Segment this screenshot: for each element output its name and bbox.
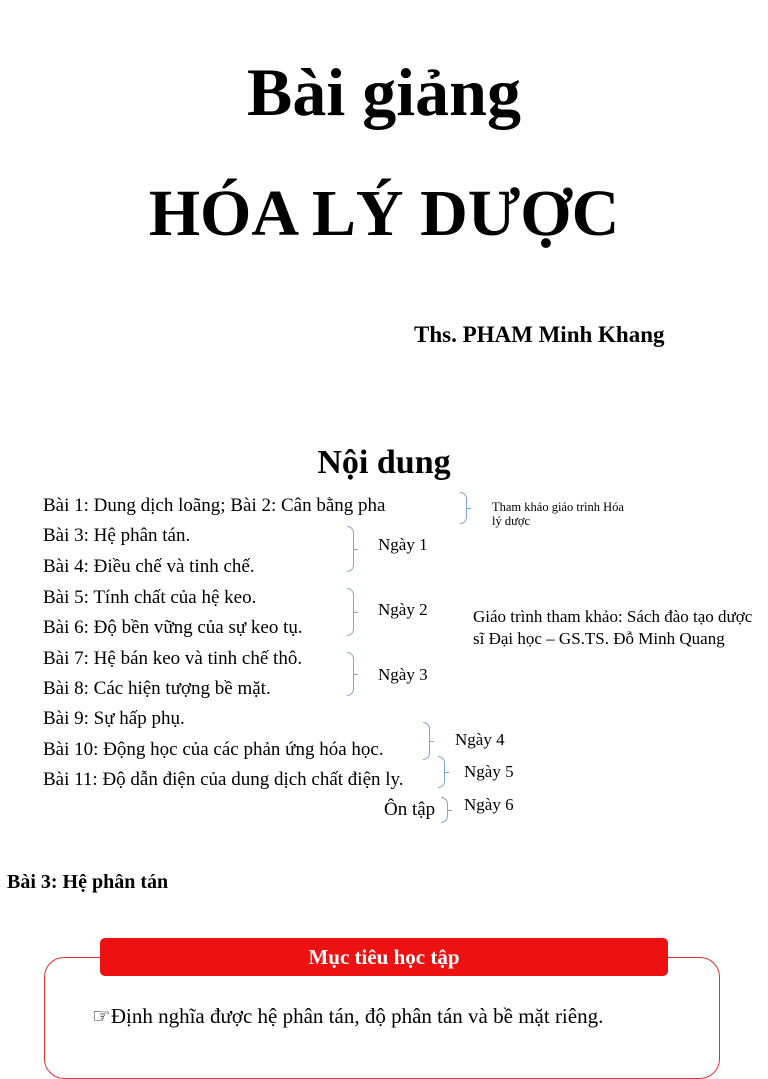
brace-ref [460,492,467,524]
toc-heading: Nội dung [317,444,451,481]
day-label-6: Ngày 6 [464,795,514,814]
day-label-2: Ngày 2 [378,600,428,619]
textbook-reference: Giáo trình tham khảo: Sách đào tạo dược sĩ Đại học – GS.TS. Đỗ Minh Quang [473,607,753,648]
toc-lesson-1-2: Bài 1: Dung dịch loãng; Bài 2: Cân bằng pha [43,495,386,516]
learning-goals-title: Mục tiêu học tập [100,938,668,976]
toc-lesson-7: Bài 7: Hệ bán keo và tinh chế thô. [43,648,303,669]
lecture-title: Bài giảng [247,54,521,130]
brace-day-2 [347,588,354,636]
toc-lesson-6: Bài 6: Độ bền vững của sự keo tụ. [43,617,303,638]
brace-day-3 [347,652,354,696]
day-label-3: Ngày 3 [378,665,428,684]
toc-lesson-8: Bài 8: Các hiện tượng bề mặt. [43,678,271,699]
toc-lesson-10: Bài 10: Động học của các phản ứng hóa học. [43,739,384,760]
reference-note: Tham khảo giáo trình Hóa lý dược [492,500,624,528]
brace-day-4 [423,722,430,760]
author-name: Ths. PHAM Minh Khang [414,322,665,347]
day-label-5: Ngày 5 [464,762,514,781]
toc-lesson-4: Bài 4: Điều chế và tinh chế. [43,556,255,577]
learning-goal-item: ☞Định nghĩa được hệ phân tán, độ phân tán và bề mặt riêng. [92,1004,604,1028]
toc-review: Ôn tập [384,799,436,820]
brace-day-1 [347,526,354,572]
toc-lesson-3: Bài 3: Hệ phân tán. [43,525,191,546]
toc-lesson-11: Bài 11: Độ dẫn điện của dung dịch chất điện ly. [43,769,404,790]
course-title: HÓA LÝ DƯỢC [148,177,620,250]
day-label-4: Ngày 4 [455,730,505,749]
toc-lesson-9: Bài 9: Sự hấp phụ. [43,708,185,729]
brace-day-5 [438,756,445,788]
day-label-1: Ngày 1 [378,535,428,554]
section-heading: Bài 3: Hệ phân tán [7,871,169,893]
brace-day-6 [441,797,448,823]
toc-lesson-5: Bài 5: Tính chất của hệ keo. [43,587,257,608]
